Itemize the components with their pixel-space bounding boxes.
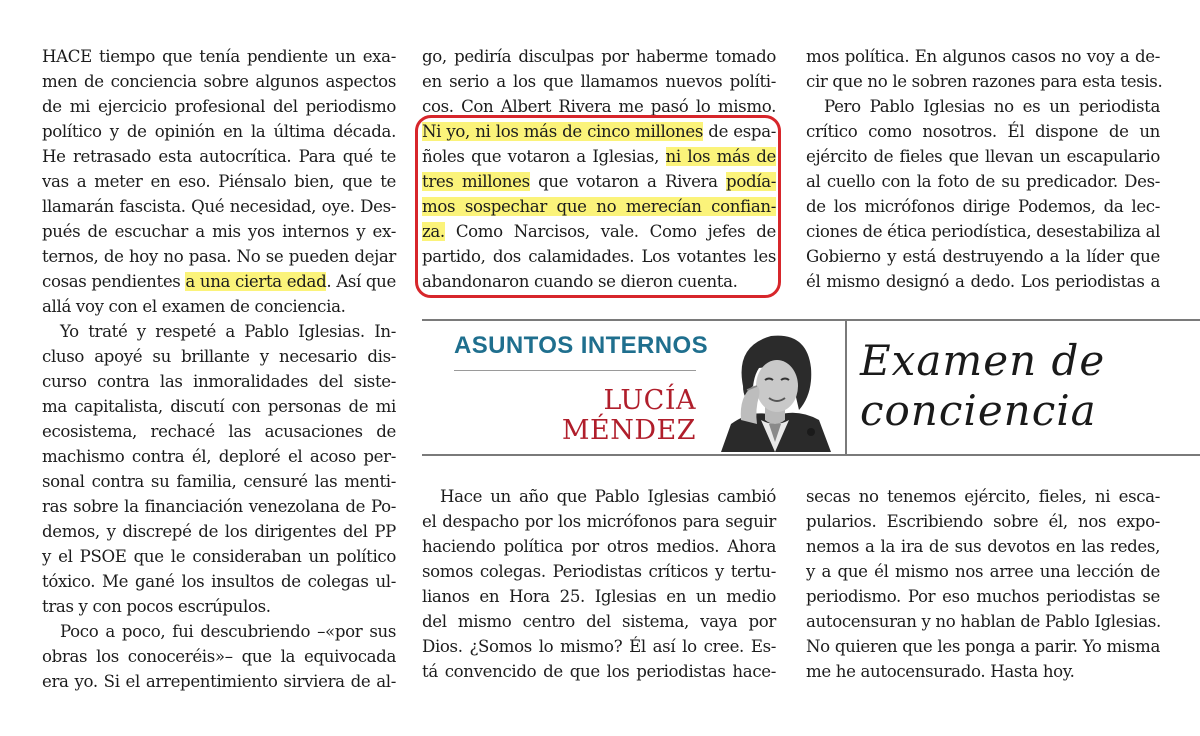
text-line: tras y con pocos escrúpulos. <box>42 597 271 616</box>
text-line: ecosistema, rechacé las acusaciones de <box>42 422 396 441</box>
title-line-2: conciencia <box>860 386 1097 435</box>
text-line: llamarán fascista. Qué necesidad, oye. Des- <box>42 197 396 216</box>
text-line: sonal contra su familia, censuré las menti- <box>42 472 396 491</box>
text-line: go, pediría disculpas por haberme tomado <box>422 47 776 66</box>
highlight-mark: ni los más de <box>665 147 776 166</box>
text-line: HACE tiempo que tenía pendiente un exa- <box>42 47 396 66</box>
title-line-1: Examen de <box>860 336 1106 385</box>
article-column-3 <box>806 44 1163 294</box>
text-line: era yo. Si el arrepentimiento sirviera de al- <box>42 672 396 691</box>
text-line: ma capitalista, discutí con personas de mi <box>42 397 396 416</box>
text-line: de mi ejercicio profesional del periodismo <box>42 97 396 116</box>
text-line: obras los conoceréis»– que la equivocada <box>42 647 396 666</box>
text-line: pués de escuchar a mis yos internos y ex- <box>42 222 396 241</box>
text-line: secas no tenemos ejército, fieles, ni esca- <box>806 487 1160 506</box>
text-line: político y de opinión en la última década. <box>42 122 396 141</box>
text-line: de los micrófonos dirige Podemos, da lec- <box>806 197 1160 216</box>
highlight-mark: tres millones <box>422 172 530 191</box>
text-line-highlighted: cosas pendientes a una cierta edad. Así que <box>42 272 396 291</box>
text-line: tá convencido de que los periodistas hace- <box>422 662 776 681</box>
article-column-5 <box>806 484 1160 684</box>
text-line: haciendo política por otros medios. Ahora <box>422 537 776 556</box>
highlight-mark: za. <box>422 222 445 241</box>
highlight-mark: Ni yo, ni los más de cinco millones <box>422 122 704 141</box>
text-line: y el PSOE que le consideraban un político <box>42 547 396 566</box>
text-line: partido, dos calamidades. Los votantes les <box>422 247 776 266</box>
text-line: lianos en Hora 25. Iglesias en un medio <box>422 587 776 606</box>
text-line: periodismo. Por eso muchos periodistas se <box>806 587 1160 606</box>
text-line: él mismo designó a dedo. Los periodistas a <box>806 272 1160 291</box>
text-line: demos, y discrepé de los dirigentes del PP <box>42 522 396 541</box>
article-title <box>860 336 1190 436</box>
text-line: somos colegas. Periodistas críticos y tertu- <box>422 562 776 581</box>
text-line-highlighted: za. Como Narcisos, vale. Como jefes de <box>422 222 776 241</box>
text-line: y a que él mismo nos arree una lección de <box>806 562 1160 581</box>
text-line-highlighted: ñoles que votaron a Iglesias, ni los más de <box>422 147 776 166</box>
text-line: autocensuran y no hablan de Pablo Iglesias. <box>806 612 1161 631</box>
text-line: al cuello con la foto de su predicador. Des- <box>806 172 1160 191</box>
header-divider <box>845 321 847 454</box>
text-line: curso contra las inmoralidades del siste- <box>42 372 396 391</box>
text-line: machismo contra él, deploré el acoso per- <box>42 447 396 466</box>
text-line-highlighted: Ni yo, ni los más de cinco millones de espa- <box>422 122 776 141</box>
text-line: Gobierno y está destruyendo a la líder que <box>806 247 1160 266</box>
text-line: men de conciencia sobre algunos aspectos <box>42 72 396 91</box>
text-line: ternos, de hoy no pasa. No se pueden dejar <box>42 247 396 266</box>
article-column-4 <box>422 484 776 684</box>
text-line: Pero Pablo Iglesias no es un periodista <box>824 97 1160 116</box>
header-rule-bottom <box>422 454 1200 456</box>
author-first-name: LUCÍA <box>603 385 696 416</box>
text-line: el despacho por los micrófonos para seguir <box>422 512 776 531</box>
text-line: tóxico. Me gané los insultos de colegas ul- <box>42 572 396 591</box>
section-rule <box>454 370 696 371</box>
section-label: ASUNTOS INTERNOS <box>454 332 708 359</box>
text-line: del mismo centro del sistema, vaya por <box>422 612 776 631</box>
article-column-1 <box>42 44 396 694</box>
author-byline <box>560 386 696 446</box>
text-line: allá voy con el examen de conciencia. <box>42 297 346 316</box>
red-annotation-box <box>415 115 781 298</box>
text-line: Hace un año que Pablo Iglesias cambió <box>440 487 776 506</box>
text-line: en serio a los que llamamos nuevos políti- <box>422 72 776 91</box>
text-line: Yo traté y respeté a Pablo Iglesias. In- <box>60 322 396 341</box>
text-line-highlighted: tres millones que votaron a Rivera podía- <box>422 172 776 191</box>
author-last-name: MÉNDEZ <box>561 415 696 446</box>
text-line: He retrasado esta autocrítica. Para qué te <box>42 147 396 166</box>
highlight-mark: podía- <box>726 172 776 191</box>
author-photo <box>713 324 843 452</box>
text-line: ciones de ética periodística, desestabiliza al <box>806 222 1161 241</box>
text-line: me he autocensurado. Hasta hoy. <box>806 662 1075 681</box>
text-line: Poco a poco, fui descubriendo –«por sus <box>60 622 396 641</box>
text-line: cir que no le sobren razones para esta tesis. <box>806 72 1163 91</box>
text-line: mos política. En algunos casos no voy a de- <box>806 47 1160 66</box>
header-rule-top <box>422 319 1200 321</box>
highlight-mark: a una cierta edad <box>185 272 327 291</box>
text-line: No quieren que les ponga a parir. Yo misma <box>806 637 1160 656</box>
text-line: pularios. Escribiendo sobre él, nos expo- <box>806 512 1160 531</box>
text-line: vas a meter en eso. Piénsalo bien, que te <box>42 172 396 191</box>
text-line: Dios. ¿Somos lo mismo? Él así lo cree. Es- <box>422 637 776 656</box>
text-line: nemos a la ira de sus devotos en las redes, <box>806 537 1160 556</box>
text-line: ejército de fieles que llevan un escapulario <box>806 147 1160 166</box>
text-line: ras sobre la financiación venezolana de Po- <box>42 497 396 516</box>
text-line: cluso apoyé su brillante y necesario dis- <box>42 347 396 366</box>
text-line: cos. Con Albert Rivera me pasó lo mismo. <box>422 97 776 116</box>
text-line: crítico como nosotros. Él dispone de un <box>806 122 1160 141</box>
text-line: abandonaron cuando se dieron cuenta. <box>422 272 738 291</box>
highlight-mark: mos sospechar que no merecían confian- <box>422 197 776 216</box>
